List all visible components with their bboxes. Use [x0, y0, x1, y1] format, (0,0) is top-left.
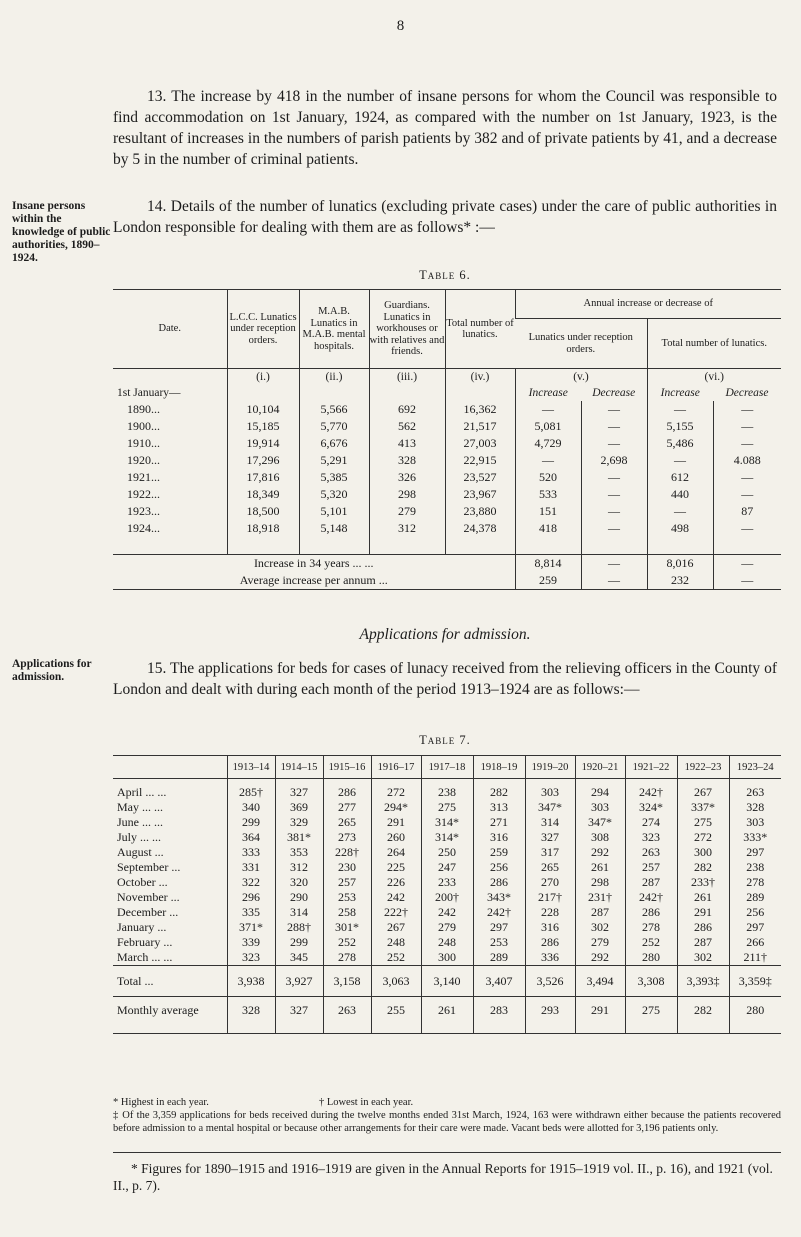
column-header: 1918–19 — [473, 756, 525, 779]
footnote-divider — [113, 1152, 781, 1153]
table-cell: 272 — [677, 830, 729, 845]
first-january-label: 1st January— — [117, 387, 181, 399]
table-cell: 299 — [227, 815, 275, 830]
table-row — [113, 890, 781, 905]
table-cell: 299 — [275, 935, 323, 950]
table-cell: 327 — [275, 779, 323, 801]
table-cell: 292 — [575, 845, 625, 860]
increase-label: Increase — [515, 385, 581, 401]
table-6 — [113, 289, 781, 590]
table-row — [113, 920, 781, 935]
table-cell: 290 — [275, 890, 323, 905]
table-cell: 275 — [421, 800, 473, 815]
table-row: 1922... 18,349 5,320 298 23,967 533 — 440 — — [113, 486, 781, 503]
table-row — [113, 875, 781, 890]
column-header: 1916–17 — [371, 756, 421, 779]
table-cell: 312 — [275, 860, 323, 875]
table-cell: 3,494 — [575, 966, 625, 997]
total-row — [113, 966, 781, 997]
paragraph-13: 13. The increase by 418 in the number of insane persons for whom the Council was responsible to find accommodation on 1st January, 1924, as compared with the number on 1st January, 1923, is the resultant of increases in the numbers of parish patients by 382 and of private patients by 41, and a decrease by 5 in the number of criminal patients. — [113, 88, 777, 168]
table-cell: 291 — [371, 815, 421, 830]
table-cell: 275 — [625, 997, 677, 1034]
table-cell: 271 — [473, 815, 525, 830]
roman-vi: (vi.) — [647, 369, 781, 386]
table-cell: 3,407 — [473, 966, 525, 997]
table-cell: 263 — [625, 845, 677, 860]
table-cell: 297 — [729, 845, 781, 860]
row-label: April ... ... — [117, 785, 167, 799]
table-cell: 347* — [525, 800, 575, 815]
table-cell: 313 — [473, 800, 525, 815]
table-cell: 3,393‡ — [677, 966, 729, 997]
table-cell: 259 — [473, 845, 525, 860]
table-row — [113, 845, 781, 860]
table-cell: 263 — [729, 779, 781, 801]
header-lcc: L.C.C. Lunatics under reception orders. — [227, 290, 299, 369]
table-cell: 328 — [227, 997, 275, 1034]
table-cell: 267 — [371, 920, 421, 935]
table-cell: 300 — [677, 845, 729, 860]
table-cell: 278 — [625, 920, 677, 935]
table-cell: 275 — [677, 815, 729, 830]
row-label: October ... — [117, 875, 168, 889]
table-cell: 267 — [677, 779, 729, 801]
table-cell: 292 — [575, 950, 625, 966]
footnote-lowest: † Lowest in each year. — [318, 1097, 414, 1108]
decrease-label: Decrease — [592, 387, 636, 399]
table-cell: 294 — [575, 779, 625, 801]
table-cell: 333* — [729, 830, 781, 845]
table-cell: 257 — [625, 860, 677, 875]
table-cell: 225 — [371, 860, 421, 875]
table-cell: 353 — [275, 845, 323, 860]
table-cell: 287 — [677, 935, 729, 950]
table-cell: 317 — [525, 845, 575, 860]
table-cell: 266 — [729, 935, 781, 950]
table-cell: 314* — [421, 830, 473, 845]
table-cell: 242 — [421, 905, 473, 920]
table-cell: 339 — [227, 935, 275, 950]
table-cell: 3,938 — [227, 966, 275, 997]
column-header: 1919–20 — [525, 756, 575, 779]
table-cell: 3,308 — [625, 966, 677, 997]
table-cell: 285† — [227, 779, 275, 801]
row-label: December ... — [117, 905, 179, 919]
row-label: August ... — [117, 845, 164, 859]
table-row — [113, 935, 781, 950]
table-cell: 270 — [525, 875, 575, 890]
table-cell: 228† — [323, 845, 371, 860]
table-row: 1924... 18,918 5,148 312 24,378 418 — 498 — — [113, 520, 781, 537]
table-cell: 277 — [323, 800, 371, 815]
table-cell: 287 — [575, 905, 625, 920]
table-cell: 248 — [421, 935, 473, 950]
footnote-symbols — [113, 1097, 781, 1110]
table-cell: 289 — [473, 950, 525, 966]
table-cell: 291 — [575, 997, 625, 1034]
table-cell: 261 — [421, 997, 473, 1034]
table-cell: 252 — [625, 935, 677, 950]
table-cell: 302 — [677, 950, 729, 966]
summary-row: Average increase per annum ... 259 — 232 — — [113, 572, 781, 590]
table-cell: 327 — [275, 997, 323, 1034]
table-cell: 3,359‡ — [729, 966, 781, 997]
increase-label: Increase — [647, 385, 713, 401]
table-cell: 242† — [473, 905, 525, 920]
table-cell: 286 — [323, 779, 371, 801]
table-cell: 335 — [227, 905, 275, 920]
table-cell: 250 — [421, 845, 473, 860]
column-header: 1917–18 — [421, 756, 473, 779]
table-cell: 255 — [371, 997, 421, 1034]
margin-note-applications: Applications for admission. — [12, 658, 92, 683]
table-row: 1923... 18,500 5,101 279 23,880 151 — — 87 — [113, 503, 781, 520]
row-label: May ... ... — [117, 800, 163, 814]
table-cell: 279 — [575, 935, 625, 950]
table-cell: 247 — [421, 860, 473, 875]
table-cell: 257 — [323, 875, 371, 890]
table-cell: 258 — [323, 905, 371, 920]
header-guardians: Guardians. Lunatics in workhouses or with relatives and friends. — [369, 290, 445, 369]
table-cell: 293 — [525, 997, 575, 1034]
table-cell: 3,063 — [371, 966, 421, 997]
table-cell: 308 — [575, 830, 625, 845]
table-cell: 364 — [227, 830, 275, 845]
row-label: June ... ... — [117, 815, 163, 829]
table-cell: 242† — [625, 779, 677, 801]
header-total: Total number of lunatics. — [445, 290, 515, 369]
header-annual-lunatics: Lunatics under reception orders. — [515, 319, 647, 369]
table-cell: 282 — [677, 997, 729, 1034]
paragraph-15: 15. The applications for beds for cases of lunacy received from the relieving officers in the County of London and dealt with during each month of the period 1913–1924 are as follows:— — [113, 660, 777, 698]
table-cell: 291 — [677, 905, 729, 920]
table-cell: 242 — [371, 890, 421, 905]
page-number: 8 — [396, 18, 405, 34]
table-cell: 282 — [473, 779, 525, 801]
header-annual: Annual increase or decrease of — [515, 290, 781, 319]
table-cell: 278 — [729, 875, 781, 890]
row-label: September ... — [117, 860, 181, 874]
table-cell: 286 — [677, 920, 729, 935]
roman-ii: (ii.) — [299, 369, 369, 386]
table-cell: 274 — [625, 815, 677, 830]
table-cell: 238 — [729, 860, 781, 875]
table-cell: 331 — [227, 860, 275, 875]
average-row — [113, 997, 781, 1034]
table-cell: 340 — [227, 800, 275, 815]
table-cell: 282 — [677, 860, 729, 875]
table-cell: 323 — [227, 950, 275, 966]
decrease-label: Decrease — [725, 387, 769, 399]
table-cell: 303 — [729, 815, 781, 830]
table-cell: 314 — [275, 905, 323, 920]
table-cell: 343* — [473, 890, 525, 905]
row-label: November ... — [117, 890, 180, 904]
table-cell: 200† — [421, 890, 473, 905]
table-row: 1910... 19,914 6,676 413 27,003 4,729 — 5,486 — — [113, 435, 781, 452]
table-cell: 288† — [275, 920, 323, 935]
table-cell: 301* — [323, 920, 371, 935]
table-cell: 3,158 — [323, 966, 371, 997]
row-label: January ... — [117, 920, 167, 934]
table-7-title: Table 7. — [419, 733, 471, 747]
roman-iii: (iii.) — [369, 369, 445, 386]
table-cell: 272 — [371, 779, 421, 801]
table-cell: 238 — [421, 779, 473, 801]
table-row — [113, 830, 781, 845]
table-cell: 222† — [371, 905, 421, 920]
table-cell: 273 — [323, 830, 371, 845]
table-cell: 279 — [421, 920, 473, 935]
table-cell: 226 — [371, 875, 421, 890]
table-row — [113, 779, 781, 801]
row-label: Monthly average — [113, 997, 227, 1034]
table-cell: 265 — [323, 815, 371, 830]
table-row: 1890... 10,104 5,566 692 16,362 — — — — — [113, 401, 781, 418]
table-cell: 314 — [525, 815, 575, 830]
column-header: 1921–22 — [625, 756, 677, 779]
table-cell: 316 — [473, 830, 525, 845]
table-cell: 337* — [677, 800, 729, 815]
table-cell: 263 — [323, 997, 371, 1034]
table-cell: 336 — [525, 950, 575, 966]
table-cell: 242† — [625, 890, 677, 905]
table-cell: 316 — [525, 920, 575, 935]
column-header: 1915–16 — [323, 756, 371, 779]
table-cell: 300 — [421, 950, 473, 966]
footnote-double-dagger: ‡ Of the 3,359 applications for beds received during the twelve months ended 31st March, 1924, 163 were withdrawn either because the patients recovered before admission to a mental hospital or because other arrangements for their care were made. Vacant beds were allotted for 3,196 patients only. — [113, 1110, 781, 1134]
table-row — [113, 860, 781, 875]
table-cell: 286 — [525, 935, 575, 950]
table-cell: 324* — [625, 800, 677, 815]
row-label: February ... — [117, 935, 173, 949]
table-cell: 289 — [729, 890, 781, 905]
table-cell: 233 — [421, 875, 473, 890]
column-header: 1913–14 — [227, 756, 275, 779]
footnote-highest: * Highest in each year. — [113, 1097, 209, 1108]
table-cell: 283 — [473, 997, 525, 1034]
table-cell: 345 — [275, 950, 323, 966]
table-cell: 287 — [625, 875, 677, 890]
table-6-title: Table 6. — [419, 268, 471, 282]
table-cell: 230 — [323, 860, 371, 875]
table-cell: 248 — [371, 935, 421, 950]
table-row — [113, 800, 781, 815]
table-cell: 253 — [473, 935, 525, 950]
table-cell: 327 — [525, 830, 575, 845]
table-cell: 211† — [729, 950, 781, 966]
table-cell: 303 — [525, 779, 575, 801]
header-date: Date. — [113, 290, 227, 369]
table-cell: 265 — [525, 860, 575, 875]
table-row — [113, 950, 781, 966]
paragraph-14: 14. Details of the number of lunatics (excluding private cases) under the care of public authorities in London responsible for dealing with them are as follows* :— — [113, 198, 777, 236]
table-cell: 314* — [421, 815, 473, 830]
table-cell: 294* — [371, 800, 421, 815]
table-cell: 297 — [729, 920, 781, 935]
roman-iv: (iv.) — [445, 369, 515, 386]
footnote-figures: * Figures for 1890–1915 and 1916–1919 are given in the Annual Reports for 1915–1919 vol. II., p. 16), and 1921 (vol. II., p. 7). — [113, 1161, 773, 1193]
header-mab: M.A.B. Lunatics in M.A.B. mental hospitals. — [299, 290, 369, 369]
header-annual-total: Total number of lunatics. — [647, 319, 781, 369]
row-label: Total ... — [113, 966, 227, 997]
table-cell: 280 — [729, 997, 781, 1034]
roman-v: (v.) — [515, 369, 647, 386]
table-cell: 261 — [575, 860, 625, 875]
row-label: March ... ... — [117, 950, 173, 964]
table-cell: 333 — [227, 845, 275, 860]
table-cell: 3,526 — [525, 966, 575, 997]
table-cell: 303 — [575, 800, 625, 815]
table-cell: 252 — [371, 950, 421, 966]
table-cell: 302 — [575, 920, 625, 935]
table-row — [113, 815, 781, 830]
table-cell: 280 — [625, 950, 677, 966]
table-cell: 371* — [227, 920, 275, 935]
table-row: 1900... 15,185 5,770 562 21,517 5,081 — 5,155 — — [113, 418, 781, 435]
table-cell: 261 — [677, 890, 729, 905]
table-cell: 297 — [473, 920, 525, 935]
table-cell: 320 — [275, 875, 323, 890]
table-row: 1921... 17,816 5,385 326 23,527 520 — 612 — — [113, 469, 781, 486]
applications-subheading: Applications for admission. — [359, 626, 531, 643]
table-cell: 252 — [323, 935, 371, 950]
table-cell: 369 — [275, 800, 323, 815]
row-label: July ... ... — [117, 830, 162, 844]
summary-row: Increase in 34 years ... ... 8,814 — 8,016 — — [113, 555, 781, 573]
table-cell: 260 — [371, 830, 421, 845]
table-cell: 322 — [227, 875, 275, 890]
margin-note-insane-persons: Insane persons within the knowledge of public authorities, 1890–1924. — [12, 200, 111, 264]
table-cell: 256 — [729, 905, 781, 920]
table-cell: 328 — [729, 800, 781, 815]
table-cell: 347* — [575, 815, 625, 830]
column-header: 1920–21 — [575, 756, 625, 779]
table-cell: 264 — [371, 845, 421, 860]
table-cell: 233† — [677, 875, 729, 890]
table-cell: 253 — [323, 890, 371, 905]
table-cell: 298 — [575, 875, 625, 890]
column-header: 1923–24 — [729, 756, 781, 779]
table-cell: 217† — [525, 890, 575, 905]
table-cell: 323 — [625, 830, 677, 845]
table-cell: 228 — [525, 905, 575, 920]
table-cell: 296 — [227, 890, 275, 905]
table-cell: 278 — [323, 950, 371, 966]
table-cell: 286 — [473, 875, 525, 890]
column-header: 1922–23 — [677, 756, 729, 779]
table-cell: 3,140 — [421, 966, 473, 997]
table-cell: 381* — [275, 830, 323, 845]
table-cell: 286 — [625, 905, 677, 920]
table-7 — [113, 755, 781, 1034]
roman-i: (i.) — [227, 369, 299, 386]
table-row: 1920... 17,296 5,291 328 22,915 — 2,698 — 4.088 — [113, 452, 781, 469]
table-cell: 256 — [473, 860, 525, 875]
table-cell: 231† — [575, 890, 625, 905]
column-header: 1914–15 — [275, 756, 323, 779]
table-cell: 3,927 — [275, 966, 323, 997]
table-cell: 329 — [275, 815, 323, 830]
table-row — [113, 905, 781, 920]
